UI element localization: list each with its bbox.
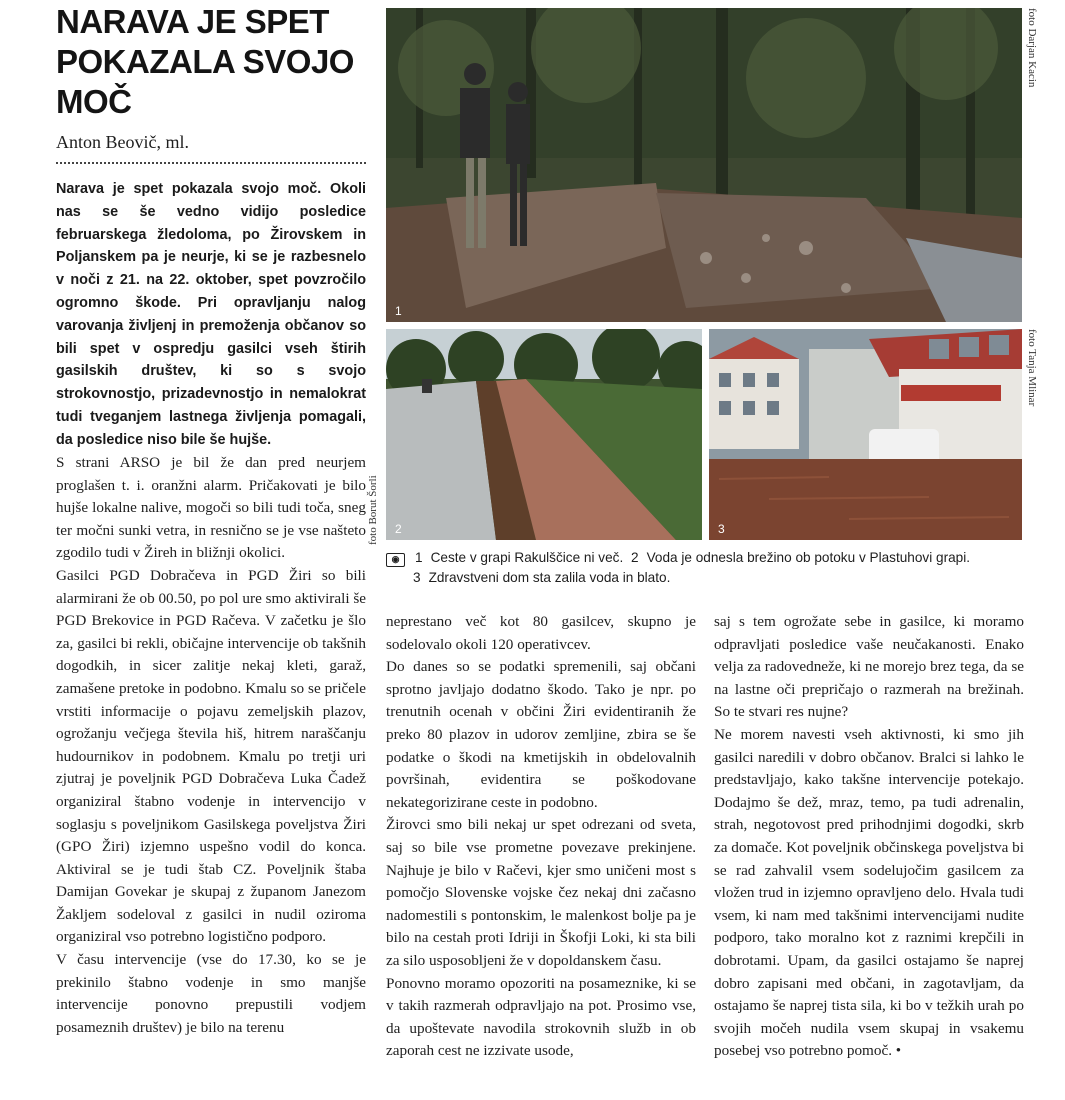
paragraph: Gasilci PGD Dobračeva in PGD Žiri so bili alarmirani že ob 00.50, po pol ure smo aktivirali še PGD Brekovice in PGD Račeva. V začetku je šlo za, gasilci bi rekli, običajne intervencije ob takšnih dogodkih, in sicer zalitje nekaj kleti, garaž, zamašene pretoke in podobno. Kmalu so se pričele vrstiti informacije o pojavu zemeljskih plazov, ogrožanju večjega števila hiš, hitrem naraščanju hudournikov in podobnem. Kmalu po tretji uri zjutraj je poveljnik PGD Dobračeva Luka Čadež organiziral štabno vodenje in intervencijo v soglasju s poveljnikom Gasilskega poveljstva Žiri (GPO Žiri) izjemno uspešno vodil do konca. Aktiviral se je tudi štab CZ. Poveljnik štaba Damijan Govekar je skupaj z županom Janezom Žakljem sodeloval z gasilci in nudil oziroma organiziral vso potrebno logistično podporo. xyxy=(56,566,366,946)
photo-credit: foto Tanja Mlinar xyxy=(1026,329,1038,407)
caption-text: Zdravstveni dom sta zalila voda in blato. xyxy=(428,570,671,585)
photo-number: 3 xyxy=(718,522,725,536)
photo-number: 2 xyxy=(395,522,402,536)
caption-text: Voda je odnesla brežino ob potoku v Plastuhovi grapi. xyxy=(646,550,971,565)
photo-2-river-bank xyxy=(386,329,702,540)
article-title: NARAVA JE SPET POKAZALA SVOJO MOČ xyxy=(56,3,354,120)
body-column-3 xyxy=(714,611,1024,1063)
dotted-divider xyxy=(56,162,366,164)
paragraph: V času intervencije (vse do 17.30, ko se je prekinilo štabno vodenje in smo manjše intervencije ponovno prepustili vodjem posameznih društev) je bilo na terenu xyxy=(56,951,366,1036)
photo-credit xyxy=(367,455,381,545)
body-column-1 xyxy=(56,452,366,1039)
caption-number: 1 xyxy=(415,550,423,565)
paragraph: Ponovno moramo opozoriti na posameznike, ki se v takih razmerah odpravljajo na pot. Prosimo vse, da upoštevate navodila strokovnih služb in ob zaporah cest ne izzivate usode, xyxy=(386,974,696,1060)
caption-line-2 xyxy=(386,568,1026,588)
paragraph: Žirovci smo bili nekaj ur spet odrezani od sveta, saj so bile vse prometne povezave prekinjene. Najhuje je bilo v Račevi, kjer smo uničeni most s pomočjo Slovenske vojske čez nekaj dni začasno nadomestili s pontonskim, le malenkost bolje pa je bilo na cestah proti Idriji in Škofji Loki, ki sta bili za silo usposobljeni že v dopoldanskem času. xyxy=(386,816,696,969)
body-column-2 xyxy=(386,611,696,1063)
author-name: Anton Beovič, ml. xyxy=(56,132,189,152)
camera-icon: ◉ xyxy=(386,553,405,567)
photo-3-flooded-building xyxy=(709,329,1022,540)
caption-line-1 xyxy=(386,548,1026,568)
paragraph: neprestano več kot 80 gasilcev, skupno je sodelovalo okoli 120 operativcev. xyxy=(386,613,696,653)
paragraph: saj s tem ogrožate sebe in gasilce, ki moramo odpravljati posledice vaše neučakanosti. Enako velja za radovedneže, ki ne morejo brez tega, da se na lastne oči prepričajo o razmerah na brežinah. So te stvari res nujne? xyxy=(714,613,1024,721)
paragraph: S strani ARSO je bil že dan pred neurjem proglašen t. i. oranžni alarm. Pričakovati je bilo hujše lokalne nalive, mogoči so bili tudi toča, sneg ter močni sunki vetra, in resnično se je vse našteto zgodilo tudi v Žireh in bližnji okolici. xyxy=(56,454,366,562)
photo-credit: foto Darjan Kacin xyxy=(1026,8,1038,88)
photo-caption xyxy=(386,548,1026,588)
paragraph: Do danes so se podatki spremenili, saj občani sprotno javljajo dodatno škodo. Tako je npr. po trenutnih ocenah v občini Žiri evidentiranih že preko 80 plazov in udorov zemljine, zbira se še podatke o škodi na kmetijskih in obdelovalnih površinah, evidentira se poškodovane nekategorizirane ceste in podobno. xyxy=(386,658,696,811)
photo-number: 1 xyxy=(395,304,402,318)
caption-number: 3 xyxy=(413,570,421,585)
caption-number: 2 xyxy=(631,550,639,565)
caption-text: Ceste v grapi Rakulščice ni več. xyxy=(430,550,624,565)
paragraph: Ne morem navesti vseh aktivnosti, ki smo jih gasilci naredili v dobro občanov. Bralci si lahko le predstavljajo, kako takšne intervencije potekajo. Dodajmo še dež, mraz, temo, pa tudi adrenalin, strah, negotovost pred prihodnjimi dogodki, skrb za domače. Kot poveljnik občinskega poveljstva bi se rad zahvalil vsem sodelujočim gasilcem za vložen trud in izjemno opravljeno delo. Hvala tudi vsem, ki nam med takšnimi intervencijami nudite podporo, tako moralno kot z raznimi krepčili in dobrotami. Upam, da gasilci ostajamo še naprej dobro zapisani med občani, in zagotavljam, da ostajamo še naprej tista sila, ki bo v težkih urah po svojih močeh nudila vsem skupaj in vsakemu posebej vso potrebno pomoč. • xyxy=(714,725,1024,1060)
photo-1-forest-road xyxy=(386,8,1022,322)
lead-paragraph: Narava je spet pokazala svojo moč. Okoli nas se še vedno vidijo posledice februarskega žledoloma, po Žirovskem in Poljanskem pa je neurje, ki se je razbesnelo v noči z 21. na 22. oktober, spet povzročilo ogromno škode. Pri opravljanju nalog varovanja življenj in premoženja občanov so bili spet v ospredju gasilci vseh štirih gasilskih društev, ki so s svojo strokovnostjo, prizadevnostjo in nemalokrat tudi tveganjem lastnega življenja pomagali, da posledice niso bile še hujše. xyxy=(56,181,366,448)
photo-credit-text: foto Borut Šorli xyxy=(367,475,379,545)
